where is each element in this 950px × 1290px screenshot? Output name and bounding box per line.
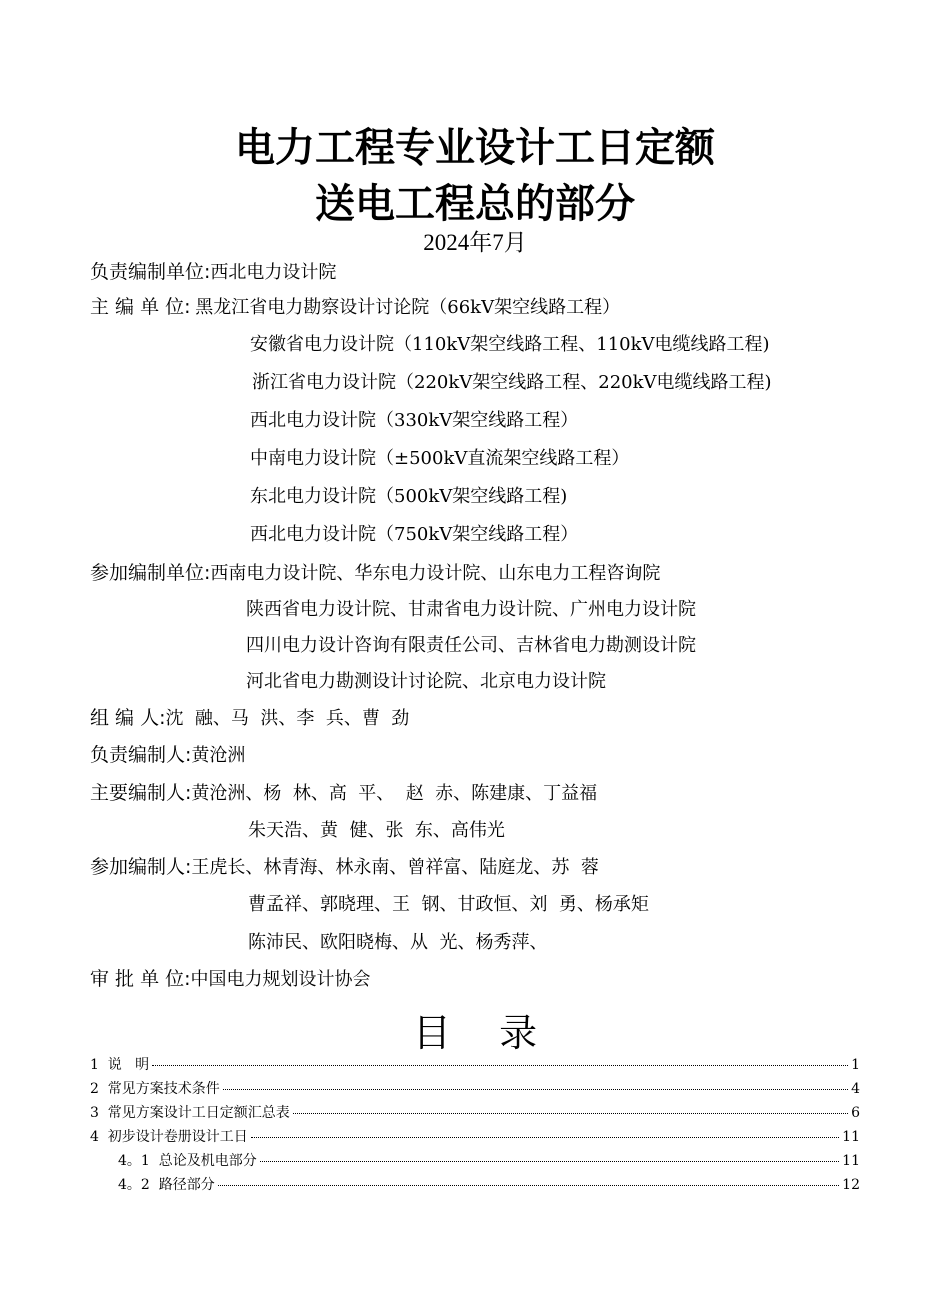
responsible-person-row	[90, 743, 245, 768]
toc-entry-text: 4。1 总论及机电部分	[118, 1153, 257, 1169]
approval-unit-label: 审 批 单 位:	[90, 968, 191, 990]
participating-unit-item: 陕西省电力设计院、甘肃省电力设计院、广州电力设计院	[246, 599, 696, 620]
toc-entry[interactable]	[90, 1054, 860, 1074]
toc-entry-text: 4。2 路径部分	[118, 1177, 215, 1193]
chief-units-row	[90, 295, 620, 320]
toc-entry-text: 2 常见方案技术条件	[90, 1081, 220, 1097]
toc-leader-dots	[293, 1113, 848, 1114]
toc-subentry[interactable]	[118, 1150, 860, 1170]
chief-unit-item: 东北电力设计院（500kV架空线路工程)	[250, 486, 568, 507]
toc-title: 目 录	[412, 1011, 538, 1055]
main-editor-item: 黄沧洲、杨 林、高 平、 赵 赤、陈建康、丁益福	[191, 783, 598, 804]
participating-unit-item: 西南电力设计院、华东电力设计院、山东电力工程咨询院	[210, 563, 661, 584]
chief-unit-item: 黑龙江省电力勘察设计讨论院（66kV架空线路工程）	[195, 297, 621, 318]
editorial-group-value: 沈 融、马 洪、李 兵、曹 劲	[165, 708, 410, 729]
document-date: 2024年7月	[423, 230, 527, 255]
toc-leader-dots	[152, 1065, 848, 1066]
toc-entry-text: 3 常见方案设计工日定额汇总表	[90, 1105, 290, 1121]
responsible-person-label: 负责编制人:	[90, 744, 192, 766]
responsible-unit-label: 负责编制单位:	[90, 261, 211, 283]
approval-unit-value: 中国电力规划设计协会	[190, 969, 371, 990]
responsible-unit-value: 西北电力设计院	[210, 262, 337, 283]
participating-editors-row	[90, 855, 599, 880]
participating-units-label: 参加编制单位:	[90, 562, 211, 584]
toc-entry-text: 1 说 明	[90, 1057, 150, 1073]
editorial-group-row	[90, 706, 409, 731]
responsible-unit-row	[90, 260, 336, 285]
toc-entry-page: 6	[851, 1105, 860, 1121]
toc-entry[interactable]	[90, 1078, 860, 1098]
chief-unit-item: 西北电力设计院（750kV架空线路工程）	[250, 524, 579, 545]
participating-editor-item: 陈沛民、欧阳晓梅、从 光、杨秀萍、	[248, 932, 548, 953]
main-editor-item: 朱天浩、黄 健、张 东、高伟光	[248, 820, 505, 841]
participating-editor-item: 曹孟祥、郭晓理、王 钢、甘政恒、刘 勇、杨承矩	[248, 894, 649, 915]
participating-unit-item: 河北省电力勘测设计讨论院、北京电力设计院	[246, 671, 606, 692]
document-title: 电力工程专业设计工日定额	[235, 125, 715, 171]
participating-unit-item: 四川电力设计咨询有限责任公司、吉林省电力勘测设计院	[246, 635, 696, 656]
toc-leader-dots	[260, 1161, 839, 1162]
toc-entry-page: 11	[842, 1129, 860, 1145]
toc-entry-page: 12	[842, 1177, 860, 1193]
toc-leader-dots	[223, 1089, 848, 1090]
document-subtitle: 送电工程总的部分	[315, 181, 635, 227]
toc-entry-page: 1	[851, 1057, 860, 1073]
toc-leader-dots	[251, 1137, 839, 1138]
chief-unit-item: 中南电力设计院（±500kV直流架空线路工程）	[250, 448, 630, 469]
chief-unit-item: 安徽省电力设计院（110kV架空线路工程、110kV电缆线路工程)	[250, 334, 770, 355]
toc-entry[interactable]	[90, 1126, 860, 1146]
participating-editor-item: 王虎长、林青海、林永南、曾祥富、陆庭龙、苏 蓉	[191, 857, 599, 878]
chief-unit-item: 西北电力设计院（330kV架空线路工程）	[250, 410, 579, 431]
toc-entry-page: 11	[842, 1153, 860, 1169]
toc-leader-dots	[218, 1185, 839, 1186]
main-editors-row	[90, 781, 597, 806]
approval-unit-row	[90, 967, 371, 992]
toc-entry[interactable]	[90, 1102, 860, 1122]
toc-entry-page: 4	[851, 1081, 860, 1097]
editorial-group-label: 组 编 人:	[90, 707, 166, 729]
toc-entry-text: 4 初步设计卷册设计工日	[90, 1129, 248, 1145]
chief-unit-item: 浙江省电力设计院（220kV架空线路工程、220kV电缆线路工程)	[252, 372, 772, 393]
main-editors-label: 主要编制人:	[90, 782, 192, 804]
responsible-person-value: 黄沧洲	[191, 745, 246, 766]
chief-units-label: 主 编 单 位:	[90, 296, 191, 318]
participating-units-row	[90, 561, 660, 586]
participating-editors-label: 参加编制人:	[90, 856, 192, 878]
toc-subentry[interactable]	[118, 1174, 860, 1194]
